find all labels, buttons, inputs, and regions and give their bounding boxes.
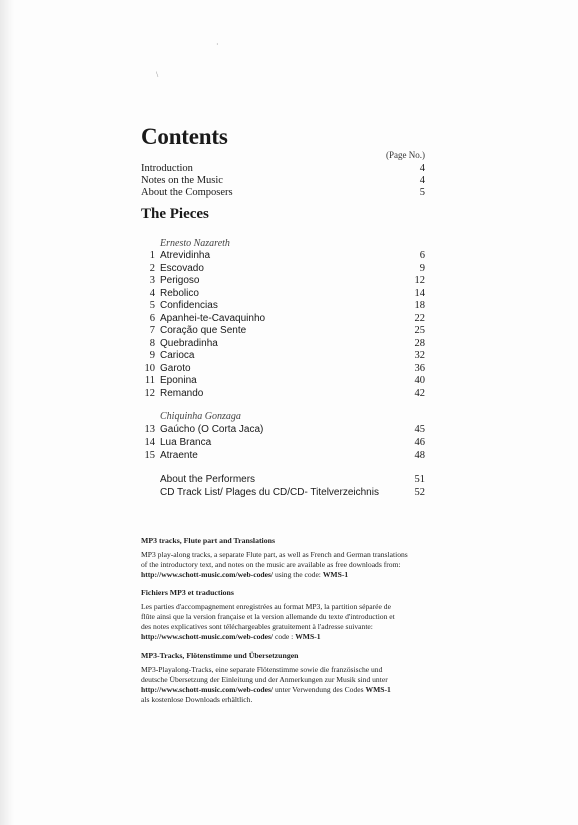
composer-name: Chiquinha Gonzaga — [160, 411, 241, 422]
web-code: WMS-1 — [322, 570, 349, 579]
piece-entry — [141, 362, 425, 375]
piece-number: 5 — [149, 300, 155, 311]
piece-entry — [141, 262, 425, 275]
toc-entry-label: About the Performers — [160, 474, 256, 485]
piece-page: 36 — [414, 362, 425, 374]
info-text: Les parties d'accompagnement enregistrées au format MP3, la partition séparée de — [141, 602, 391, 611]
page-title: Contents — [141, 124, 228, 149]
web-code: WMS-1 — [365, 685, 391, 694]
piece-number: 2 — [149, 262, 155, 274]
info-text: als kostenlose Downloads erhältlich. — [141, 695, 253, 704]
piece-number: 7 — [149, 325, 155, 336]
download-url-link[interactable]: http://www.schott-music.com/web-codes/ — [141, 632, 274, 641]
piece-title: Escovado — [160, 262, 204, 274]
info-text: MP3 play-along tracks, a separate Flute part, as well as French and German translations — [141, 550, 408, 559]
piece-title: Eponina — [160, 375, 197, 386]
info-text: flûte ainsi que la version française et la version allemande du texte d'introduction et — [141, 612, 395, 621]
piece-title: Remando — [160, 387, 204, 399]
pieces-heading: The Pieces — [141, 206, 209, 222]
toc-entry-page: 4 — [419, 163, 425, 174]
piece-page: 28 — [414, 337, 425, 349]
piece-entry — [141, 274, 425, 287]
piece-entry — [141, 324, 425, 337]
scan-speck: \ — [156, 70, 159, 79]
piece-entry — [141, 374, 425, 387]
piece-title: Apanhei-te-Cavaquinho — [160, 312, 266, 324]
toc-entry-label: About the Composers — [141, 187, 233, 198]
download-info-english — [141, 536, 501, 580]
piece-title: Perigoso — [160, 275, 200, 286]
piece-page: 42 — [414, 387, 425, 399]
piece-page: 12 — [414, 275, 425, 286]
download-info-german — [141, 651, 501, 705]
toc-entry-label: Notes on the Music — [141, 175, 223, 186]
piece-entry — [141, 449, 425, 462]
scan-speck: · — [216, 40, 219, 49]
info-text: code : — [273, 632, 296, 641]
info-heading: MP3 tracks, Flute part and Translations — [141, 536, 275, 545]
piece-title: Lua Branca — [160, 437, 212, 448]
piece-entry — [141, 337, 425, 350]
piece-entry — [141, 249, 425, 262]
toc-entry-page: 4 — [419, 175, 425, 186]
piece-number: 1 — [149, 250, 155, 261]
piece-title: Atrevidinha — [160, 250, 211, 261]
piece-number: 6 — [149, 312, 155, 324]
piece-number: 10 — [144, 362, 155, 374]
info-text: des notes explicatives sont téléchargeables gratuitement à l'adresse suivante: — [141, 622, 373, 631]
piece-page: 14 — [414, 287, 425, 299]
toc-entry — [141, 186, 425, 199]
info-text: deutsche Übersetzung der Einleitung und der Anmerkungen zur Musik sind unter — [141, 675, 388, 684]
toc-entry-label: CD Track List/ Plages du CD/CD- Titelverzeichnis — [160, 487, 379, 498]
piece-entry — [141, 423, 425, 436]
toc-entry-page: 51 — [414, 474, 425, 485]
piece-page: 48 — [414, 450, 425, 461]
page-no-header: (Page No.) — [386, 150, 425, 160]
piece-page: 32 — [414, 350, 425, 361]
piece-number: 11 — [144, 375, 155, 386]
info-heading: Fichiers MP3 et traductions — [141, 588, 234, 597]
info-text: of the introductory text, and notes on the music are available as free downloads from: — [141, 560, 401, 569]
download-url-link[interactable]: http://www.schott-music.com/web-codes/ — [141, 685, 274, 694]
piece-title: Quebradinha — [160, 337, 218, 349]
toc-entry — [141, 486, 425, 499]
piece-number: 9 — [149, 350, 155, 361]
piece-page: 6 — [419, 250, 425, 261]
piece-entry — [141, 387, 425, 400]
piece-page: 18 — [414, 300, 425, 311]
piece-number: 15 — [144, 450, 155, 461]
piece-number: 12 — [144, 387, 155, 399]
info-url-line — [141, 632, 501, 642]
piece-number: 13 — [144, 424, 155, 435]
toc-entry-page: 5 — [419, 187, 425, 198]
toc-entry — [141, 473, 425, 486]
toc-entry-label: Introduction — [141, 163, 193, 174]
piece-page: 45 — [414, 424, 425, 435]
info-text: unter Verwendung des Codes — [273, 685, 366, 694]
download-info-french — [141, 588, 501, 642]
piece-entry — [141, 312, 425, 325]
piece-title: Garoto — [160, 362, 191, 374]
piece-number: 3 — [149, 275, 155, 286]
info-text: MP3-Playalong-Tracks, eine separate Flötenstimme sowie die französische und — [141, 665, 383, 674]
piece-number: 4 — [149, 287, 155, 299]
piece-number: 14 — [144, 437, 155, 448]
piece-page: 40 — [414, 375, 425, 386]
piece-number: 8 — [149, 337, 155, 349]
info-url-line — [141, 570, 501, 580]
piece-entry — [141, 287, 425, 300]
piece-title: Atraente — [160, 450, 198, 461]
info-url-line — [141, 685, 501, 695]
web-code: WMS-1 — [295, 632, 321, 641]
piece-entry — [141, 436, 425, 449]
toc-entry-page: 52 — [414, 487, 425, 498]
info-heading: MP3-Tracks, Flötenstimme und Übersetzungen — [141, 651, 299, 660]
piece-page: 22 — [414, 312, 425, 324]
composer-name: Ernesto Nazareth — [160, 238, 230, 249]
piece-title: Rebolico — [160, 287, 199, 299]
piece-page: 9 — [419, 262, 425, 274]
piece-entry — [141, 349, 425, 362]
piece-entry — [141, 299, 425, 312]
info-text: using the code: — [273, 570, 323, 579]
piece-title: Coração que Sente — [160, 325, 247, 336]
piece-title: Carioca — [160, 350, 195, 361]
piece-page: 46 — [414, 437, 425, 448]
piece-page: 25 — [414, 325, 425, 336]
download-url-link[interactable]: http://www.schott-music.com/web-codes/ — [141, 570, 274, 579]
piece-title: Gaúcho (O Corta Jaca) — [160, 424, 264, 435]
scan-edge-shadow — [0, 0, 14, 825]
piece-title: Confidencias — [160, 300, 218, 311]
